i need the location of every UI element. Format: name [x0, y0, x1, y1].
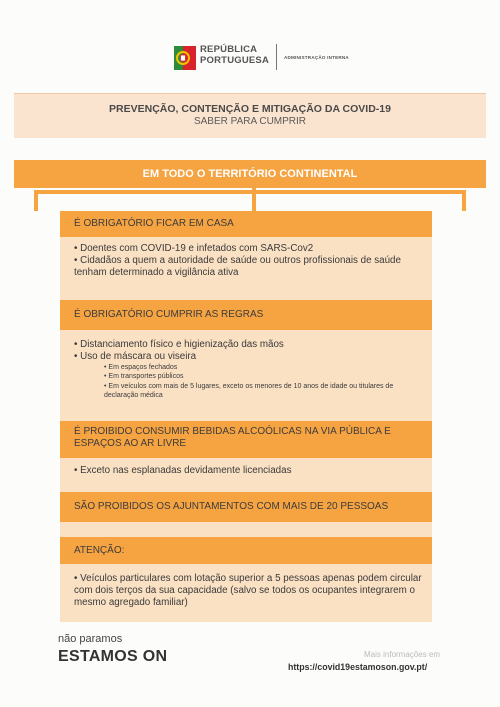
coat-of-arms-icon — [174, 40, 198, 74]
section-header-attention: ATENÇÃO: — [60, 537, 432, 564]
page-title: PREVENÇÃO, CONTENÇÃO E MITIGAÇÃO DA COVID-19 — [109, 103, 391, 115]
section-body-stay-home — [60, 237, 432, 300]
government-name: REPÚBLICA PORTUGUESA — [200, 44, 270, 66]
sub-list-item: • Em veículos com mais de 5 lugares, exceto os menores de 10 anos de idade ou titulares de declaração médica — [104, 382, 394, 400]
connector-line — [34, 190, 466, 194]
list-item: • Distanciamento físico e higienização das mãos — [74, 339, 284, 350]
connector-line — [462, 190, 466, 211]
list-item: • Cidadãos a quem a autoridade de saúde ou outros profissionais de saúde tenham determinado a vigilância ativa — [74, 255, 401, 278]
title-band — [14, 93, 486, 138]
section-body-alcohol — [60, 458, 432, 492]
section-header-gatherings: SÃO PROIBIDOS OS AJUNTAMENTOS COM MAIS DE 20 PESSOAS — [60, 492, 432, 522]
section-header-alcohol: É PROIBIDO CONSUMIR BEBIDAS ALCOÓLICAS NA VIA PÚBLICA E ESPAÇOS AO AR LIVRE — [60, 421, 432, 458]
slogan-small: não paramos — [58, 633, 123, 645]
more-info-label: Mais informações em — [364, 650, 441, 659]
list-item: • Veículos particulares com lotação superior a 5 pessoas apenas podem circular com dois terços da sua capacidade (salvo se todos os ocupantes integrarem o mesmo agregado familiar) — [74, 573, 422, 608]
page-subtitle: SABER PARA CUMPRIR — [193, 116, 307, 127]
list-item: • Uso de máscara ou viseira — [74, 351, 197, 362]
section-spacer — [60, 522, 432, 537]
sub-list-item: • Em espaços fechados — [104, 364, 178, 371]
department-name: ADMINISTRAÇÃO INTERNA — [284, 55, 349, 60]
list-item: • Exceto nas esplanadas devidamente licenciadas — [74, 465, 292, 476]
slogan-logo: ESTAMOS ON — [58, 648, 168, 665]
header-divider — [276, 44, 277, 70]
sub-list-item: • Em transportes públicos — [104, 373, 184, 381]
connector-line — [34, 190, 38, 211]
section-body-rules — [60, 330, 432, 421]
section-header-stay-home: É OBRIGATÓRIO FICAR EM CASA — [60, 211, 432, 237]
list-item: • Doentes com COVID-19 e infetados com SARS-Cov2 — [74, 243, 314, 254]
territory-banner: EM TODO O TERRITÓRIO CONTINENTAL — [14, 160, 486, 188]
section-body-attention — [60, 564, 432, 622]
section-header-rules: É OBRIGATÓRIO CUMPRIR AS REGRAS — [60, 300, 432, 330]
website-link[interactable]: https://covid19estamoson.gov.pt/ — [288, 662, 428, 672]
